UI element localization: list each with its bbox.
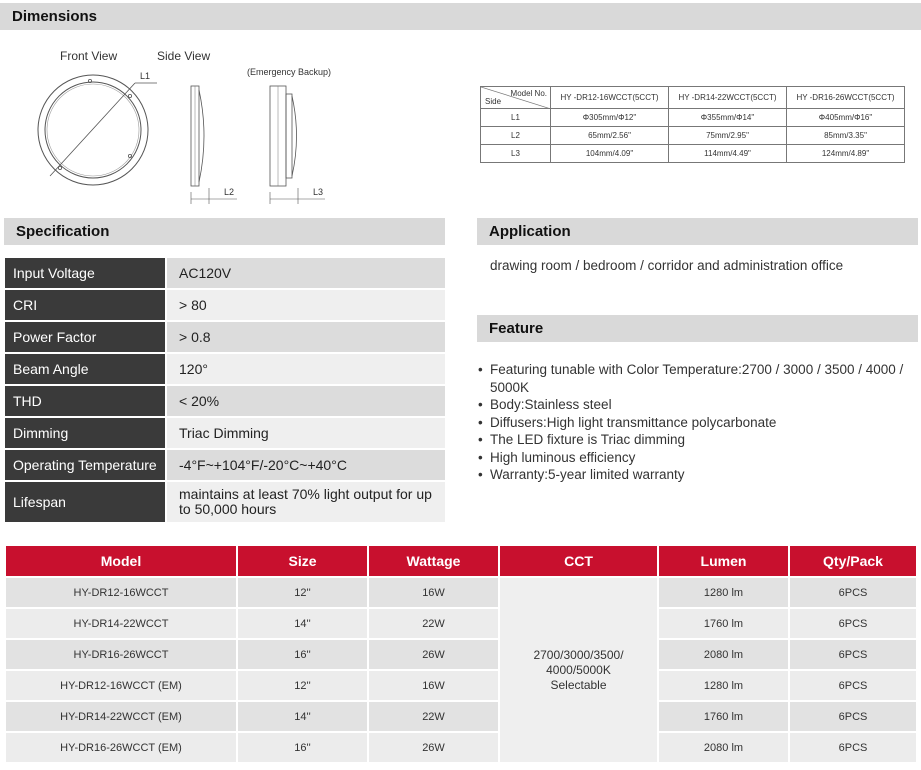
model-row [6,702,916,731]
qty-cell: 6PCS [790,671,916,700]
lumen-cell: 1760 lm [659,609,788,638]
spec-key: Lifespan [5,482,165,522]
feature-item: • Body:Stainless steel [476,396,916,414]
model-cell: HY-DR12-16WCCT (EM) [6,671,236,700]
model-cell: HY-DR14-22WCCT (EM) [6,702,236,731]
model-row [6,671,916,700]
dimension-value-cell: 85mm/3.35" [787,127,905,145]
spec-key: Beam Angle [5,354,165,384]
specification-header: Specification [4,218,445,245]
cct-cell [500,578,657,762]
dimension-model-header: HY -DR14-22WCCT(5CCT) [669,87,787,109]
cct-line: 4000/5000K [546,662,611,677]
dimension-value-cell: 114mm/4.49" [669,145,787,163]
model-cell: HY-DR12-16WCCT [6,578,236,607]
dimension-value-cell: Φ405mm/Φ16" [787,109,905,127]
emergency-backup-label: (Emergency Backup) [247,67,332,77]
spec-row-dimming [5,418,445,450]
qty-cell: 6PCS [790,609,916,638]
spec-row-cri [5,290,445,322]
lumen-cell: 1760 lm [659,702,788,731]
l2-label: L2 [224,187,235,197]
spec-key: Dimming [5,418,165,448]
dimension-row-l2 [481,127,905,145]
model-no-label: Model No. [510,89,547,98]
front-view-label: Front View [60,49,118,63]
spec-row-beam-angle [5,354,445,386]
front-view-drawing [35,68,165,193]
dimension-value-cell: Φ355mm/Φ14" [669,109,787,127]
model-cell: HY-DR16-26WCCT [6,640,236,669]
dimension-side-cell: L2 [481,127,551,145]
model-row [6,609,916,638]
header-cct: CCT [500,546,657,576]
dimension-value-cell: 75mm/2.95" [669,127,787,145]
side-view-label: Side View [157,49,211,63]
feature-item: • The LED fixture is Triac dimming [476,431,916,449]
wattage-cell: 26W [369,640,498,669]
l1-label: L1 [140,71,151,81]
model-row [6,733,916,762]
size-cell: 12'' [238,671,367,700]
lumen-cell: 2080 lm [659,640,788,669]
dimension-side-cell: L3 [481,145,551,163]
cct-line: Selectable [550,677,607,692]
spec-value: < 20% [165,386,445,416]
spec-value: maintains at least 70% light output for up to 50,000 hours [165,482,445,522]
lumen-cell: 1280 lm [659,578,788,607]
header-model: Model [6,546,236,576]
dimension-table-header [481,87,905,109]
spec-key: Power Factor [5,322,165,352]
size-cell: 16'' [238,733,367,762]
wattage-cell: 16W [369,671,498,700]
model-table-header [6,546,916,576]
side-label: Side [485,97,502,106]
header-size: Size [238,546,367,576]
qty-cell: 6PCS [790,578,916,607]
model-cell: HY-DR14-22WCCT [6,609,236,638]
dimension-side-cell: L1 [481,109,551,127]
spec-value: -4°F~+104°F/-20°C~+40°C [165,450,445,480]
spec-value: 120° [165,354,445,384]
specification-table [5,258,445,524]
wattage-cell: 26W [369,733,498,762]
wattage-cell: 16W [369,578,498,607]
emergency-side-view-drawing [265,80,335,205]
wattage-cell: 22W [369,702,498,731]
l3-label: L3 [313,187,324,197]
dimension-model-header: HY -DR12-16WCCT(5CCT) [551,87,669,109]
dimension-model-header: HY -DR16-26WCCT(5CCT) [787,87,905,109]
qty-cell: 6PCS [790,702,916,731]
cct-line: 2700/3000/3500/ [533,647,624,662]
feature-item: • Featuring tunable with Color Temperature:2700 / 3000 / 3500 / 4000 / 5000K [476,361,916,396]
dimension-value-cell: Φ305mm/Φ12" [551,109,669,127]
dimension-table [480,86,905,163]
spec-value: > 0.8 [165,322,445,352]
dimension-value-cell: 124mm/4.89" [787,145,905,163]
application-text: drawing room / bedroom / corridor and administration office [490,258,844,273]
qty-cell: 6PCS [790,640,916,669]
model-table [4,544,918,764]
spec-row-lifespan [5,482,445,524]
dimension-row-l1 [481,109,905,127]
dimension-row-l3 [481,145,905,163]
spec-value: > 80 [165,290,445,320]
dimension-table-corner [481,87,551,109]
model-cell: HY-DR16-26WCCT (EM) [6,733,236,762]
feature-item: • High luminous efficiency [476,449,916,467]
model-row [6,578,916,607]
dimension-value-cell: 104mm/4.09" [551,145,669,163]
qty-cell: 6PCS [790,733,916,762]
spec-row-input-voltage [5,258,445,290]
spec-row-operating-temperature [5,450,445,482]
header-wattage: Wattage [369,546,498,576]
size-cell: 12'' [238,578,367,607]
spec-value: Triac Dimming [165,418,445,448]
feature-header: Feature [477,315,918,342]
wattage-cell: 22W [369,609,498,638]
application-header: Application [477,218,918,245]
feature-item: • Warranty:5-year limited warranty [476,466,916,484]
model-row [6,640,916,669]
spec-key: Input Voltage [5,258,165,288]
spec-key: CRI [5,290,165,320]
spec-row-thd [5,386,445,418]
dimension-value-cell: 65mm/2.56" [551,127,669,145]
spec-row-power-factor [5,322,445,354]
size-cell: 14'' [238,609,367,638]
lumen-cell: 2080 lm [659,733,788,762]
feature-list [476,361,916,484]
size-cell: 16'' [238,640,367,669]
spec-key: Operating Temperature [5,450,165,480]
header-lumen: Lumen [659,546,788,576]
dimensions-header: Dimensions [0,3,921,30]
header-qty-pack: Qty/Pack [790,546,916,576]
size-cell: 14'' [238,702,367,731]
lumen-cell: 1280 lm [659,671,788,700]
spec-key: THD [5,386,165,416]
feature-item: • Diffusers:High light transmittance polycarbonate [476,414,916,432]
side-view-drawing [185,80,245,205]
spec-value: AC120V [165,258,445,288]
